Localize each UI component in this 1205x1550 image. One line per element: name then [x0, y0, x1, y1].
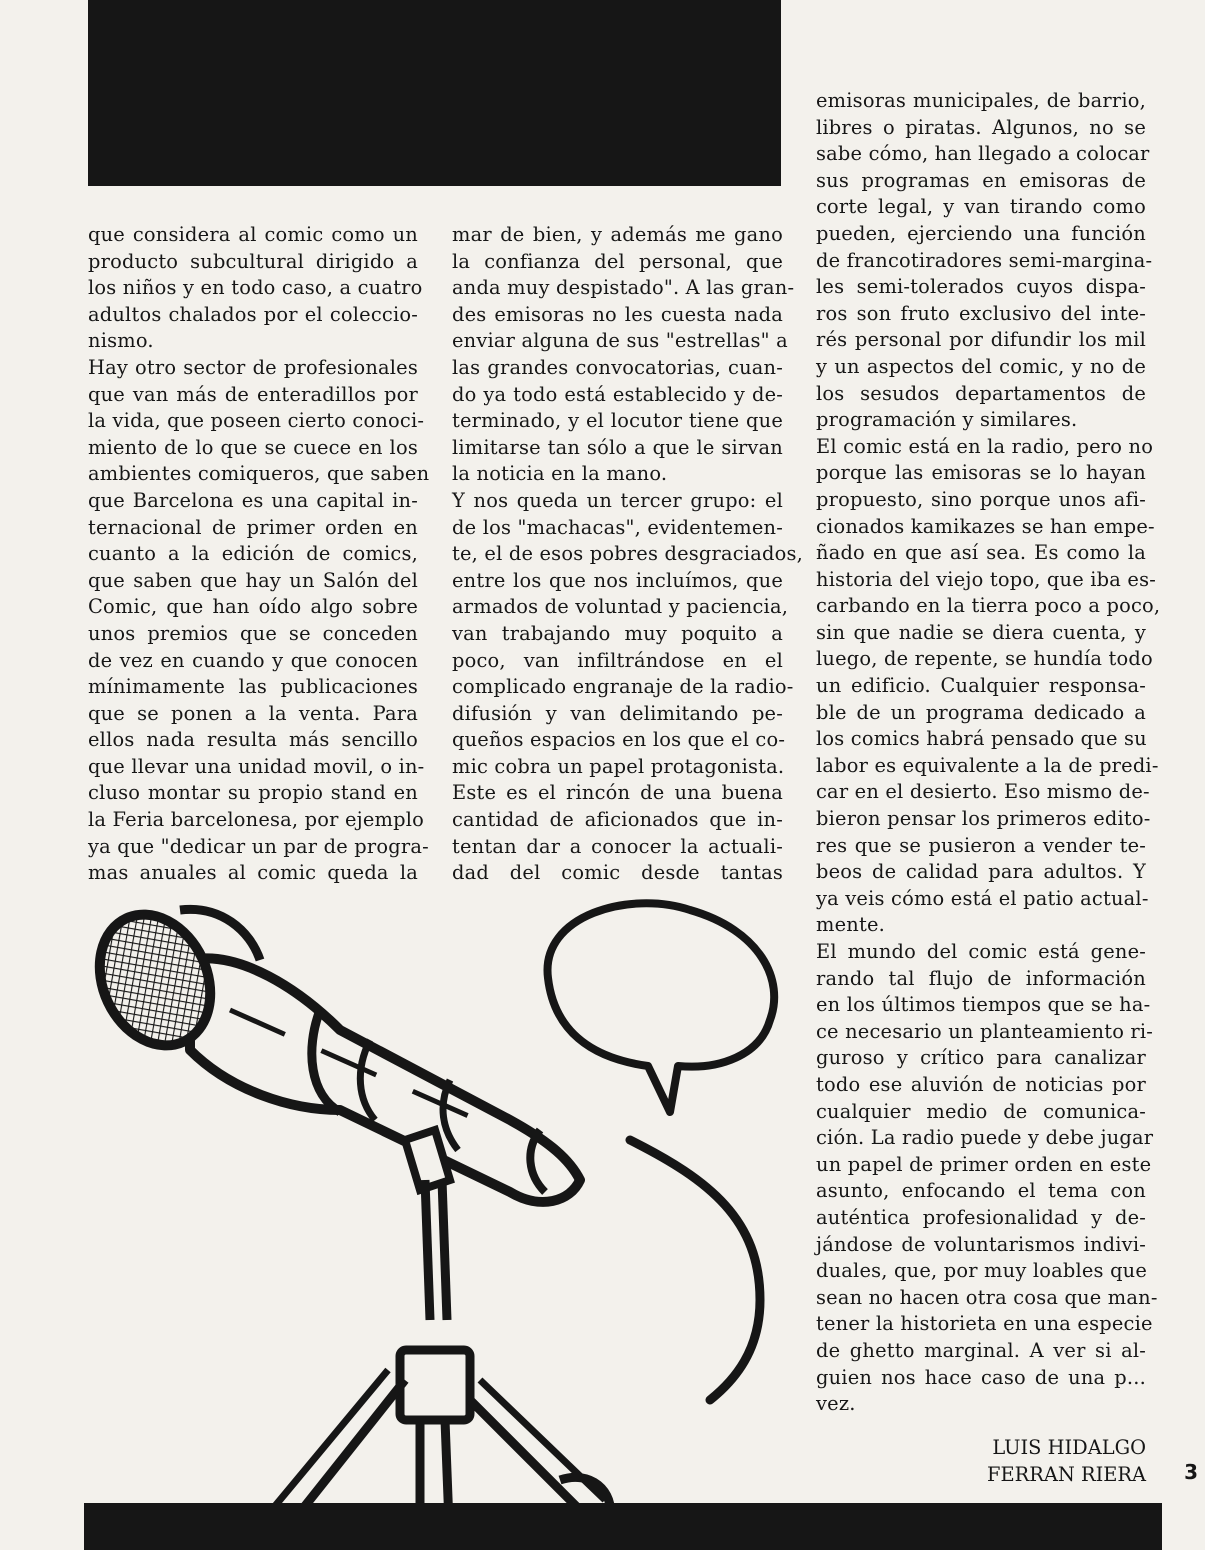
article-column-1	[88, 222, 430, 887]
text-line: difusión y van delimitando pe-	[452, 701, 783, 725]
text-line: tentan dar a conocer la actuali-	[452, 834, 783, 858]
text-line: ción. La radio puede y debe jugar	[816, 1126, 1154, 1150]
text-line: cionados kamikazes se han empe-	[816, 514, 1155, 538]
text-line: mar de bien, y además me gano	[452, 223, 783, 246]
text-line: de los "machacas", evidentemen-	[452, 515, 783, 539]
text-line: cualquier medio de comunica-	[816, 1099, 1146, 1123]
text-line: ya veis cómo está el patio actual-	[816, 886, 1149, 910]
text-line: ñado en que así sea. Es como la	[816, 541, 1146, 565]
text-line: todo ese aluvión de noticias por	[816, 1072, 1146, 1096]
text-line: que se ponen a la venta. Para	[88, 701, 418, 725]
text-line: que saben que hay un Salón del	[88, 568, 418, 592]
text-line: corte legal, y van tirando como	[816, 195, 1146, 219]
text-line: res que se pusieron a vender te-	[816, 833, 1146, 857]
text-line: ternacional de primer orden en	[88, 515, 418, 539]
text-line: duales, que, por muy loables que	[816, 1259, 1148, 1283]
text-line: car en el desierto. Eso mismo de-	[816, 780, 1150, 804]
text-line: mínimamente las publicaciones	[88, 675, 418, 699]
text-line: enviar alguna de sus "estrellas" a	[452, 329, 788, 353]
text-line: El mundo del comic está gene-	[816, 940, 1146, 963]
text-line: propuesto, sino porque unos afi-	[816, 487, 1146, 511]
text-line: un edificio. Cualquier responsa-	[816, 674, 1146, 698]
text-line: jándose de voluntarismos indivi-	[816, 1232, 1146, 1256]
page-number: 3	[1184, 1460, 1198, 1484]
text-line: do ya todo está establecido y de-	[452, 382, 783, 406]
text-line: las grandes convocatorias, cuan-	[452, 355, 783, 379]
text-line: en los últimos tiempos que se ha-	[816, 993, 1151, 1017]
text-line: dad del comic desde tantas	[452, 861, 783, 885]
author-name: LUIS HIDALGO	[992, 1436, 1146, 1459]
text-line: les semi-tolerados cuyos dispa-	[816, 275, 1146, 299]
text-line: cantidad de aficionados que in-	[452, 808, 783, 832]
text-line: adultos chalados por el coleccio-	[88, 302, 418, 326]
text-line: la Feria barcelonesa, por ejemplo	[88, 808, 425, 832]
text-line: mas anuales al comic queda la	[88, 861, 418, 885]
text-line: cuanto a la edición de comics,	[88, 542, 418, 566]
text-line: Y nos queda un tercer grupo: el	[452, 488, 783, 512]
text-line: mic cobra un papel protagonista.	[452, 754, 785, 778]
text-line: que van más de enteradillos por	[88, 382, 418, 406]
text-line: Este es el rincón de una buena	[452, 781, 783, 805]
top-black-band	[88, 0, 781, 186]
text-line: libres o piratas. Algunos, no se	[816, 115, 1146, 139]
text-line: terminado, y el locutor tiene que	[452, 409, 783, 433]
text-line: carbando en la tierra poco a poco,	[816, 594, 1161, 618]
text-line: la noticia en la mano.	[452, 462, 668, 486]
text-line: y un aspectos del comic, y no de	[816, 354, 1146, 378]
text-line: unos premios que se conceden	[88, 621, 418, 645]
text-line: tener la historieta en una especie	[816, 1312, 1153, 1336]
text-line: un papel de primer orden en este	[816, 1152, 1152, 1176]
article-column-2	[452, 222, 803, 887]
text-line: El comic está en la radio, pero no	[816, 434, 1154, 458]
microphone-icon	[79, 896, 580, 1202]
text-line: los niños y en todo caso, a cuatro	[88, 276, 423, 300]
text-line: pueden, ejerciendo una función	[816, 221, 1146, 245]
text-line: porque las emisoras se lo hayan	[816, 461, 1146, 485]
text-line: rando tal flujo de información	[816, 966, 1146, 990]
text-line: que Barcelona es una capital in-	[88, 488, 418, 512]
text-line: los sesudos departamentos de	[816, 381, 1146, 405]
text-line: limitarse tan sólo a que le sirvan	[452, 435, 783, 459]
text-line: programación y similares.	[816, 408, 1078, 432]
text-line: guien nos hace caso de una p...	[816, 1365, 1146, 1389]
text-line: ambientes comiqueros, que saben	[88, 462, 430, 486]
speech-bubble-icon	[548, 903, 775, 1112]
text-line: ble de un programa dedicado a	[816, 700, 1146, 724]
text-line: la confianza del personal, que	[452, 249, 783, 273]
text-line: vez.	[816, 1392, 856, 1416]
text-line: que llevar una unidad movil, o in-	[88, 754, 425, 778]
text-line: bieron pensar los primeros edito-	[816, 807, 1151, 831]
bottom-black-band	[84, 1503, 1162, 1550]
text-line: guroso y crítico para canalizar	[816, 1046, 1146, 1070]
text-line: anda muy despistado". A las gran-	[452, 276, 795, 300]
text-line: de ghetto marginal. A ver si al-	[816, 1338, 1146, 1362]
text-line: beos de calidad para adultos. Y	[816, 860, 1146, 884]
text-line: asunto, enfocando el tema con	[816, 1179, 1146, 1203]
text-line: historia del viejo topo, que iba es-	[816, 567, 1156, 591]
text-line: cluso montar su propio stand en	[88, 781, 418, 805]
article-column-3	[816, 88, 1161, 1418]
text-line: emisoras municipales, de barrio,	[816, 89, 1146, 112]
text-line: queños espacios en los que el co-	[452, 728, 786, 752]
text-line: entre los que nos incluímos, que	[452, 568, 783, 592]
text-line: Hay otro sector de profesionales	[88, 355, 418, 379]
text-line: sabe cómo, han llegado a colocar	[816, 142, 1150, 166]
text-line: producto subcultural dirigido a	[88, 249, 418, 273]
text-line: ya que "dedicar un par de progra-	[88, 834, 429, 858]
text-line: sean no hacen otra cosa que man-	[816, 1285, 1158, 1309]
text-line: de vez en cuando y que conocen	[88, 648, 418, 672]
author-name: FERRAN RIERA	[987, 1463, 1146, 1486]
text-line: sin que nadie se diera cuenta, y	[816, 620, 1146, 644]
text-line: armados de voluntad y paciencia,	[452, 595, 789, 619]
text-line: sus programas en emisoras de	[816, 168, 1146, 192]
text-line: rés personal por difundir los mil	[816, 328, 1146, 352]
text-line: ce necesario un planteamiento ri-	[816, 1019, 1154, 1043]
text-line: ros son fruto exclusivo del inte-	[816, 301, 1146, 325]
text-line: mente.	[816, 913, 885, 937]
text-line: luego, de repente, se hundía todo	[816, 647, 1153, 671]
text-line: poco, van infiltrándose en el	[452, 648, 783, 672]
text-line: miento de lo que se cuece en los	[88, 435, 418, 459]
text-line: complicado engranaje de la radio-	[452, 675, 794, 699]
text-line: de francotiradores semi-margina-	[816, 248, 1153, 272]
text-line: labor es equivalente a la de predi-	[816, 753, 1159, 777]
text-line: Comic, que han oído algo sobre	[88, 595, 418, 619]
text-line: los comics habrá pensado que su	[816, 727, 1147, 751]
microphone-illustration	[70, 880, 810, 1550]
text-line: te, el de esos pobres desgraciados,	[452, 542, 803, 566]
text-line: des emisoras no les cuesta nada	[452, 302, 783, 326]
text-line: auténtica profesionalidad y de-	[816, 1205, 1146, 1229]
text-line: van trabajando muy poquito a	[452, 621, 783, 645]
signature	[900, 1434, 1146, 1488]
text-line: nismo.	[88, 329, 154, 353]
text-line: la vida, que poseen cierto conoci-	[88, 409, 425, 433]
text-line: ellos nada resulta más sencillo	[88, 728, 418, 752]
text-line: que considera al comic como un	[88, 223, 418, 246]
